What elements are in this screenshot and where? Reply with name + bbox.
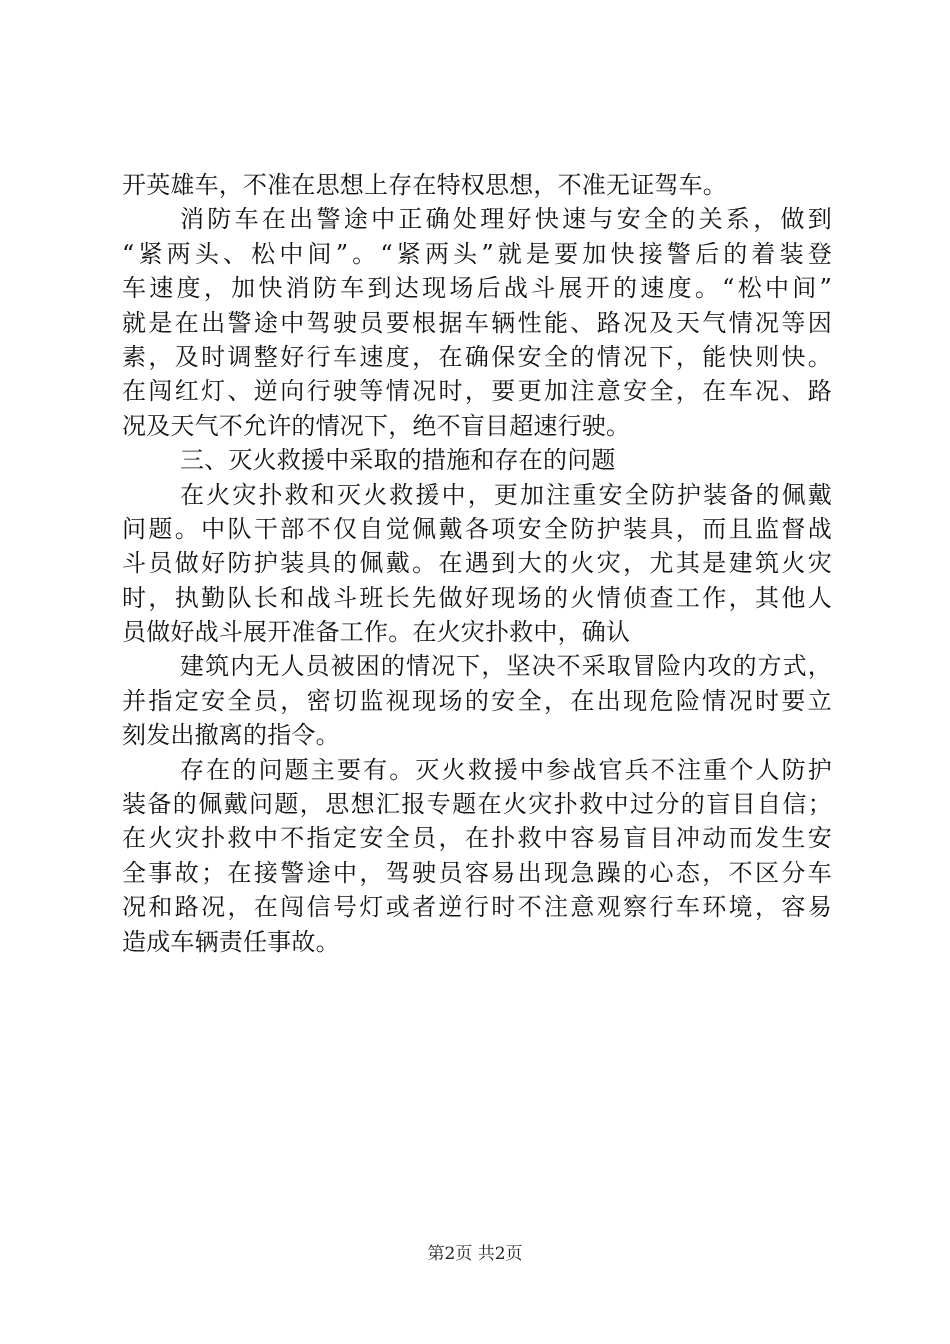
paragraph-line: 建筑内无人员被困的情况下，坚决不采取冒险内攻的方式， (180, 652, 832, 681)
paragraph-line: 就是在出警途中驾驶员要根据车辆性能、路况及天气情况等因 (122, 308, 832, 337)
paragraph-line: 全事故；在接警途中，驾驶员容易出现急躁的心态，不区分车 (122, 858, 832, 887)
paragraph-line: 员做好战斗展开准备工作。在火灾扑救中，确认 (122, 618, 631, 647)
paragraph-line: 装备的佩戴问题，思想汇报专题在火灾扑救中过分的盲目自信； (122, 790, 832, 819)
paragraph-line: 车速度，加快消防车到达现场后战斗展开的速度。“松中间” (122, 274, 832, 303)
paragraph-line: 问题。中队干部不仅自觉佩戴各项安全防护装具，而且监督战 (122, 514, 832, 543)
paragraph-line: “紧两头、松中间”。“紧两头”就是要加快接警后的着装登 (122, 239, 832, 268)
paragraph-line: 斗员做好防护装具的佩戴。在遇到大的火灾，尤其是建筑火灾 (122, 549, 832, 578)
paragraph-line: 素，及时调整好行车速度，在确保安全的情况下，能快则快。 (122, 342, 832, 371)
paragraph-line: 存在的问题主要有。灭火救援中参战官兵不注重个人防护 (180, 755, 832, 784)
paragraph-line: 在闯红灯、逆向行驶等情况时，要更加注意安全，在车况、路 (122, 377, 832, 406)
paragraph-line: 况和路况，在闯信号灯或者逆行时不注意观察行车环境，容易 (122, 893, 832, 922)
paragraph-line: 刻发出撤离的指令。 (122, 721, 340, 750)
paragraph-line: 消防车在出警途中正确处理好快速与安全的关系，做到 (180, 205, 832, 234)
paragraph-line: 在火灾扑救和灭火救援中，更加注重安全防护装备的佩戴 (180, 480, 832, 509)
paragraph-line: 况及天气不允许的情况下，绝不盲目超速行驶。 (122, 411, 631, 440)
paragraph-line: 并指定安全员，密切监视现场的安全，在出现危险情况时要立 (122, 686, 832, 715)
document-body (122, 168, 832, 959)
page-number-footer: 第2页 共2页 (427, 1244, 523, 1264)
paragraph-line: 在火灾扑救中不指定安全员，在扑救中容易盲目冲动而发生安 (122, 824, 832, 853)
paragraph-line: 时，执勤队长和战斗班长先做好现场的火情侦查工作，其他人 (122, 583, 832, 612)
section-heading: 三、灭火救援中采取的措施和存在的问题 (180, 446, 616, 475)
paragraph-line: 造成车辆责任事故。 (122, 927, 340, 956)
paragraph-line: 开英雄车，不准在思想上存在特权思想，不准无证驾车。 (122, 171, 727, 199)
